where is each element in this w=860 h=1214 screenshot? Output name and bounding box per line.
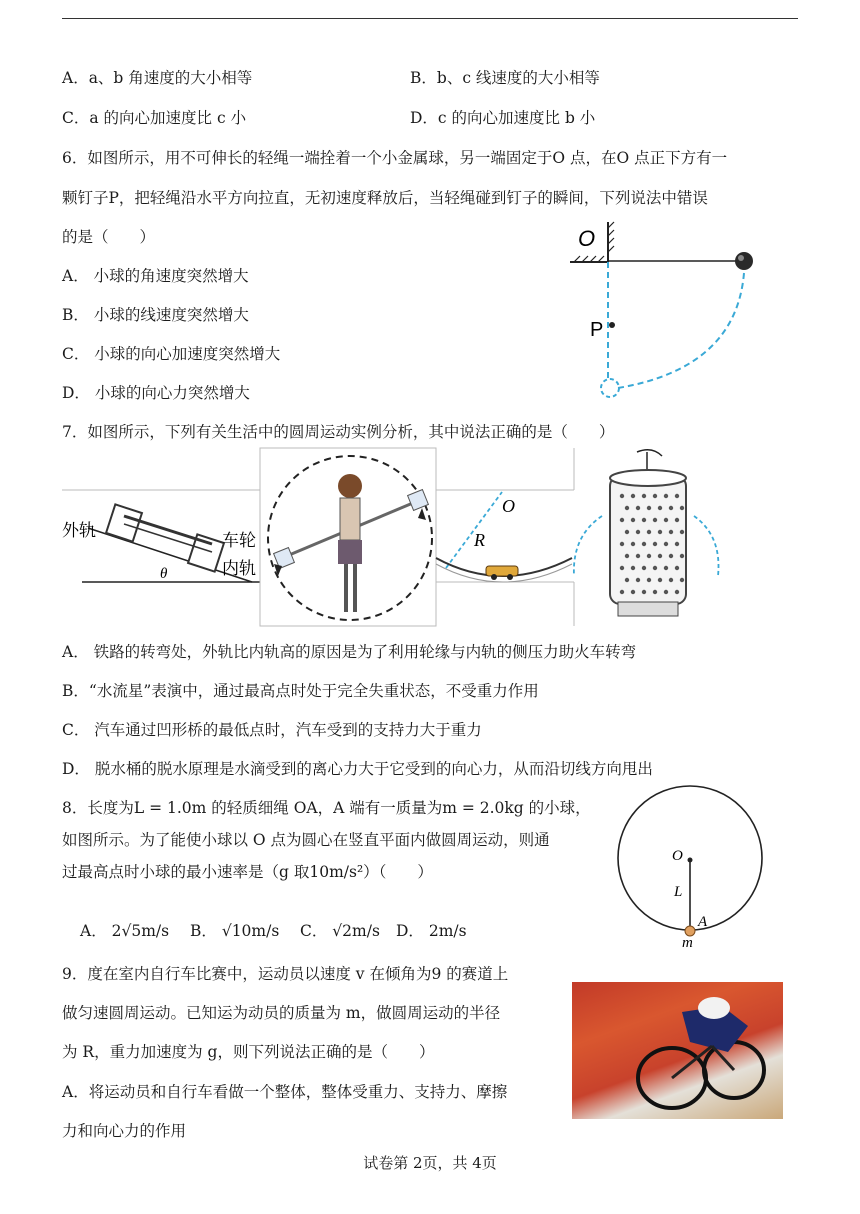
q8-option-a: A． 2√5m/s <box>80 922 170 940</box>
q6-option-a: A． 小球的角速度突然增大 <box>62 267 249 285</box>
q9-stem-line3: 为 R，重力加速度为 g，则下列说法正确的是（ ） <box>62 1043 435 1061</box>
q8-label-m: m <box>682 935 693 950</box>
page-footer: 试卷第 2页，共 4页 <box>363 1154 497 1172</box>
q7-label-o: O <box>502 496 515 516</box>
q5-option-d: D．c 的向心加速度比 b 小 <box>410 109 596 127</box>
q7-option-a: A． 铁路的转弯处，外轨比内轨高的原因是为了利用轮缘与内轨的侧压力助火车转弯 <box>62 643 637 661</box>
q8-option-b: B． √10m/s <box>190 922 280 940</box>
q6-stem-line1: 6．如图所示，用不可伸长的轻绳一端拴着一个小金属球，另一端固定于O 点，在O 点正下方有一 <box>62 149 728 167</box>
q6-option-c: C． 小球的向心加速度突然增大 <box>62 345 281 363</box>
q6-option-d: D． 小球的向心力突然增大 <box>62 384 250 402</box>
q6-label-p: P <box>590 319 604 341</box>
q6-stem-line2: 颗钉子P，把轻绳沿水平方向拉直，无初速度释放后，当轻绳碰到钉子的瞬间，下列说法中错误 <box>62 189 708 207</box>
q9-option-a-line1: A．将运动员和自行车看做一个整体，整体受重力、支持力、摩擦 <box>62 1083 508 1101</box>
q9-stem-line2: 做匀速圆周运动。已知运为动员的质量为 m，做圆周运动的半径 <box>62 1004 501 1022</box>
q7-label-r: R <box>474 530 485 550</box>
q7-option-d: D． 脱水桶的脱水原理是水滴受到的离心力大于它受到的向心力，从而沿切线方向甩出 <box>62 760 653 778</box>
q9-option-a-line2: 力和向心力的作用 <box>62 1122 187 1140</box>
q8-label-l: L <box>674 884 683 900</box>
q5-option-c: C．a 的向心加速度比 c 小 <box>62 109 247 127</box>
q8-circle-figure <box>610 780 770 950</box>
q5-option-a: A．a、b 角速度的大小相等 <box>62 69 253 87</box>
q8-stem-line2: 如图所示。为了能使小球以 O 点为圆心在竖直平面内做圆周运动，则通 <box>62 831 550 849</box>
q8-option-c: C． √2m/s <box>300 922 380 940</box>
top-rule <box>62 18 798 19</box>
q6-ball <box>735 252 753 270</box>
q8-stem-line1: 8．长度为L = 1.0m 的轻质细绳 OA，A 端有一质量为m = 2.0kg 的小球， <box>62 799 591 817</box>
q8-label-o: O <box>672 848 683 864</box>
q7-label-theta: θ <box>160 566 168 582</box>
q8-label-a: A <box>698 914 708 930</box>
q6-stem-line3: 的是（ ） <box>62 228 156 246</box>
q7-figure-strip <box>62 446 722 630</box>
q7-label-inner-rail: 内轨 <box>222 559 256 579</box>
q9-stem-line1: 9．度在室内自行车比赛中，运动员以速度 v 在倾角为9 的赛道上 <box>62 965 509 983</box>
q6-nail-p <box>609 322 615 328</box>
q7-label-outer-rail: 外轨 <box>62 521 96 541</box>
q7-option-c: C． 汽车通过凹形桥的最低点时，汽车受到的支持力大于重力 <box>62 721 482 739</box>
q8-stem-line3: 过最高点时小球的最小速率是（g 取10m/s²）（ ） <box>62 863 433 881</box>
q8-option-d: D． 2m/s <box>396 922 467 940</box>
q9-cyclist-photo <box>572 982 783 1119</box>
q5-option-b: B．b、c 线速度的大小相等 <box>410 69 600 87</box>
q6-label-o: O <box>578 226 596 251</box>
q7-option-b: B．“水流星”表演中，通过最高点时处于完全失重状态，不受重力作用 <box>62 682 539 700</box>
q7-stem: 7．如图所示，下列有关生活中的圆周运动实例分析，其中说法正确的是（ ） <box>62 423 615 441</box>
q6-option-b: B． 小球的线速度突然增大 <box>62 306 249 324</box>
q7-label-wheel: 车轮 <box>222 531 256 551</box>
q6-pendulum-figure <box>560 218 770 408</box>
